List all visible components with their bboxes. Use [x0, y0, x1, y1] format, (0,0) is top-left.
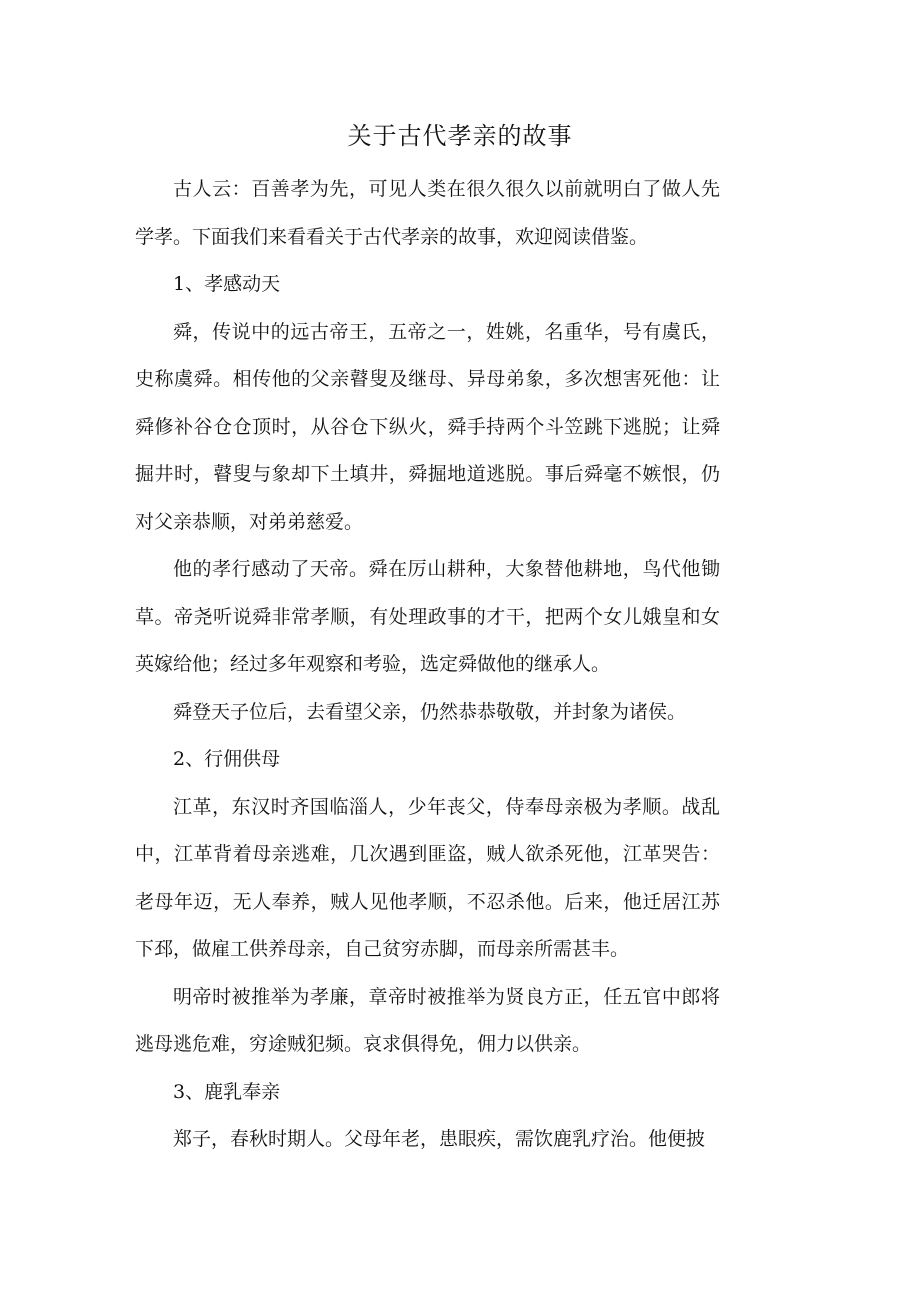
section-3-paragraph-1: 郑子，春秋时期人。父母年老，患眼疾，需饮鹿乳疗治。他便披 — [173, 1128, 706, 1150]
section-2-paragraph-2: 明帝时被推举为孝廉，章帝时被推举为贤良方正，任五官中郎将逃母逃危难，穷途贼犯频。哀求俱得免，佣力以供亲。 — [135, 985, 720, 1055]
section-heading-2: 2、行佣供母 — [173, 748, 281, 770]
document-body — [135, 166, 720, 1164]
section-1-paragraph-1: 舜，传说中的远古帝王，五帝之一，姓姚，名重华，号有虞氏，史称虞舜。相传他的父亲瞽叟及继母、异母弟象，多次想害死他：让舜修补谷仓仓顶时，从谷仓下纵火，舜手持两个斗笠跳下逃脱；让舜掘井时，瞽叟与象却下土填井，舜掘地道逃脱。事后舜毫不嫉恨，仍对父亲恭顺，对弟弟慈爱。 — [135, 320, 720, 533]
document-title: 关于古代孝亲的故事 — [347, 122, 573, 150]
section-1-paragraph-2: 他的孝行感动了天帝。舜在厉山耕种，大象替他耕地，鸟代他锄草。帝尧听说舜非常孝顺，有处理政事的才干，把两个女儿娥皇和女英嫁给他；经过多年观察和考验，选定舜做他的继承人。 — [135, 558, 720, 675]
section-heading-3: 3、鹿乳奉亲 — [173, 1080, 281, 1103]
section-2-paragraph-1: 江革，东汉时齐国临淄人，少年丧父，侍奉母亲极为孝顺。战乱中，江革背着母亲逃难，几次遇到匪盗，贼人欲杀死他，江革哭告：老母年迈，无人奉养，贼人见他孝顺，不忍杀他。后来，他迁居江苏下邳，做雇工供养母亲，自己贫穷赤脚，而母亲所需甚丰。 — [135, 795, 720, 960]
section-1-paragraph-3: 舜登天子位后，去看望父亲，仍然恭恭敬敬，并封象为诸侯。 — [173, 700, 687, 723]
intro-paragraph: 古人云：百善孝为先，可见人类在很久很久以前就明白了做人先学孝。下面我们来看看关于古代孝亲的故事，欢迎阅读借鉴。 — [135, 178, 720, 248]
section-heading-1: 1、孝感动天 — [173, 273, 281, 295]
